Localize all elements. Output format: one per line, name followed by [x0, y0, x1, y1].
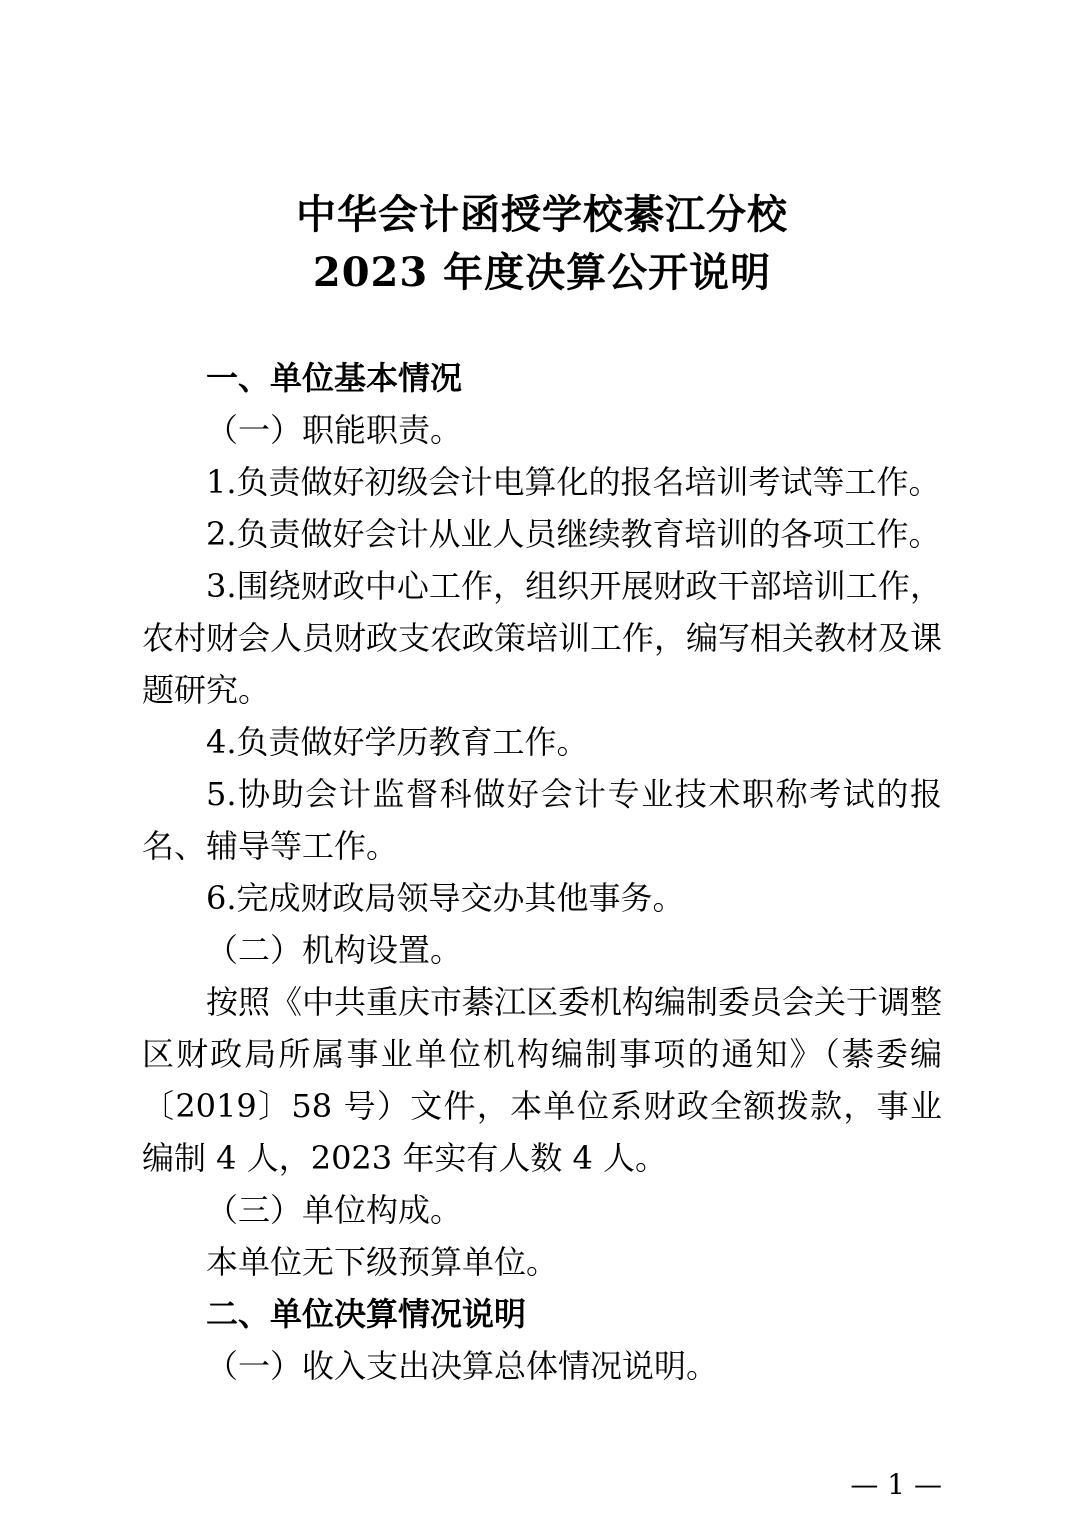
document-body: [142, 352, 942, 1392]
subsection-unit-composition: （三）单位构成。: [206, 1191, 463, 1229]
subsection-organization: （二）机构设置。: [206, 931, 463, 969]
duty-item-2: 2.负责做好会计从业人员继续教育培训的各项工作。: [206, 515, 941, 553]
document-title: [142, 186, 942, 302]
duty-item-5: 5.协助会计监督科做好会计专业技术职称考试的报名、辅导等工作。: [142, 775, 942, 865]
paragraph-organization-detail: 按照《中共重庆市綦江区委机构编制委员会关于调整区财政局所属事业单位机构编制事项的通知》（綦委编〔2019〕58 号）文件，本单位系财政全额拨款，事业编制 4 人，2023 年实有人数 4 人。: [142, 983, 943, 1177]
section-heading-basic-info: 一、单位基本情况: [206, 359, 463, 397]
duty-item-3: 3.围绕财政中心工作，组织开展财政干部培训工作，农村财会人员财政支农政策培训工作，编写相关教材及课题研究。: [142, 567, 943, 709]
subsection-functions: （一）职能职责。: [206, 411, 463, 449]
subsection-income-expenditure: （一）收入支出决算总体情况说明。: [206, 1347, 719, 1385]
page-footer: [850, 1470, 942, 1500]
duty-item-1: 1.负责做好初级会计电算化的报名培训考试等工作。: [206, 463, 941, 501]
page-number: — 1 —: [850, 1468, 942, 1501]
paragraph-unit-composition: 本单位无下级预算单位。: [206, 1243, 559, 1281]
duty-item-6: 6.完成财政局领导交办其他事务。: [206, 879, 685, 917]
document-title-line1: 中华会计函授学校綦江分校: [296, 191, 788, 238]
section-heading-final-accounts: 二、单位决算情况说明: [206, 1295, 527, 1333]
duty-item-4: 4.负责做好学历教育工作。: [206, 723, 589, 761]
document-title-line2: 2023 年度决算公开说明: [312, 249, 772, 296]
